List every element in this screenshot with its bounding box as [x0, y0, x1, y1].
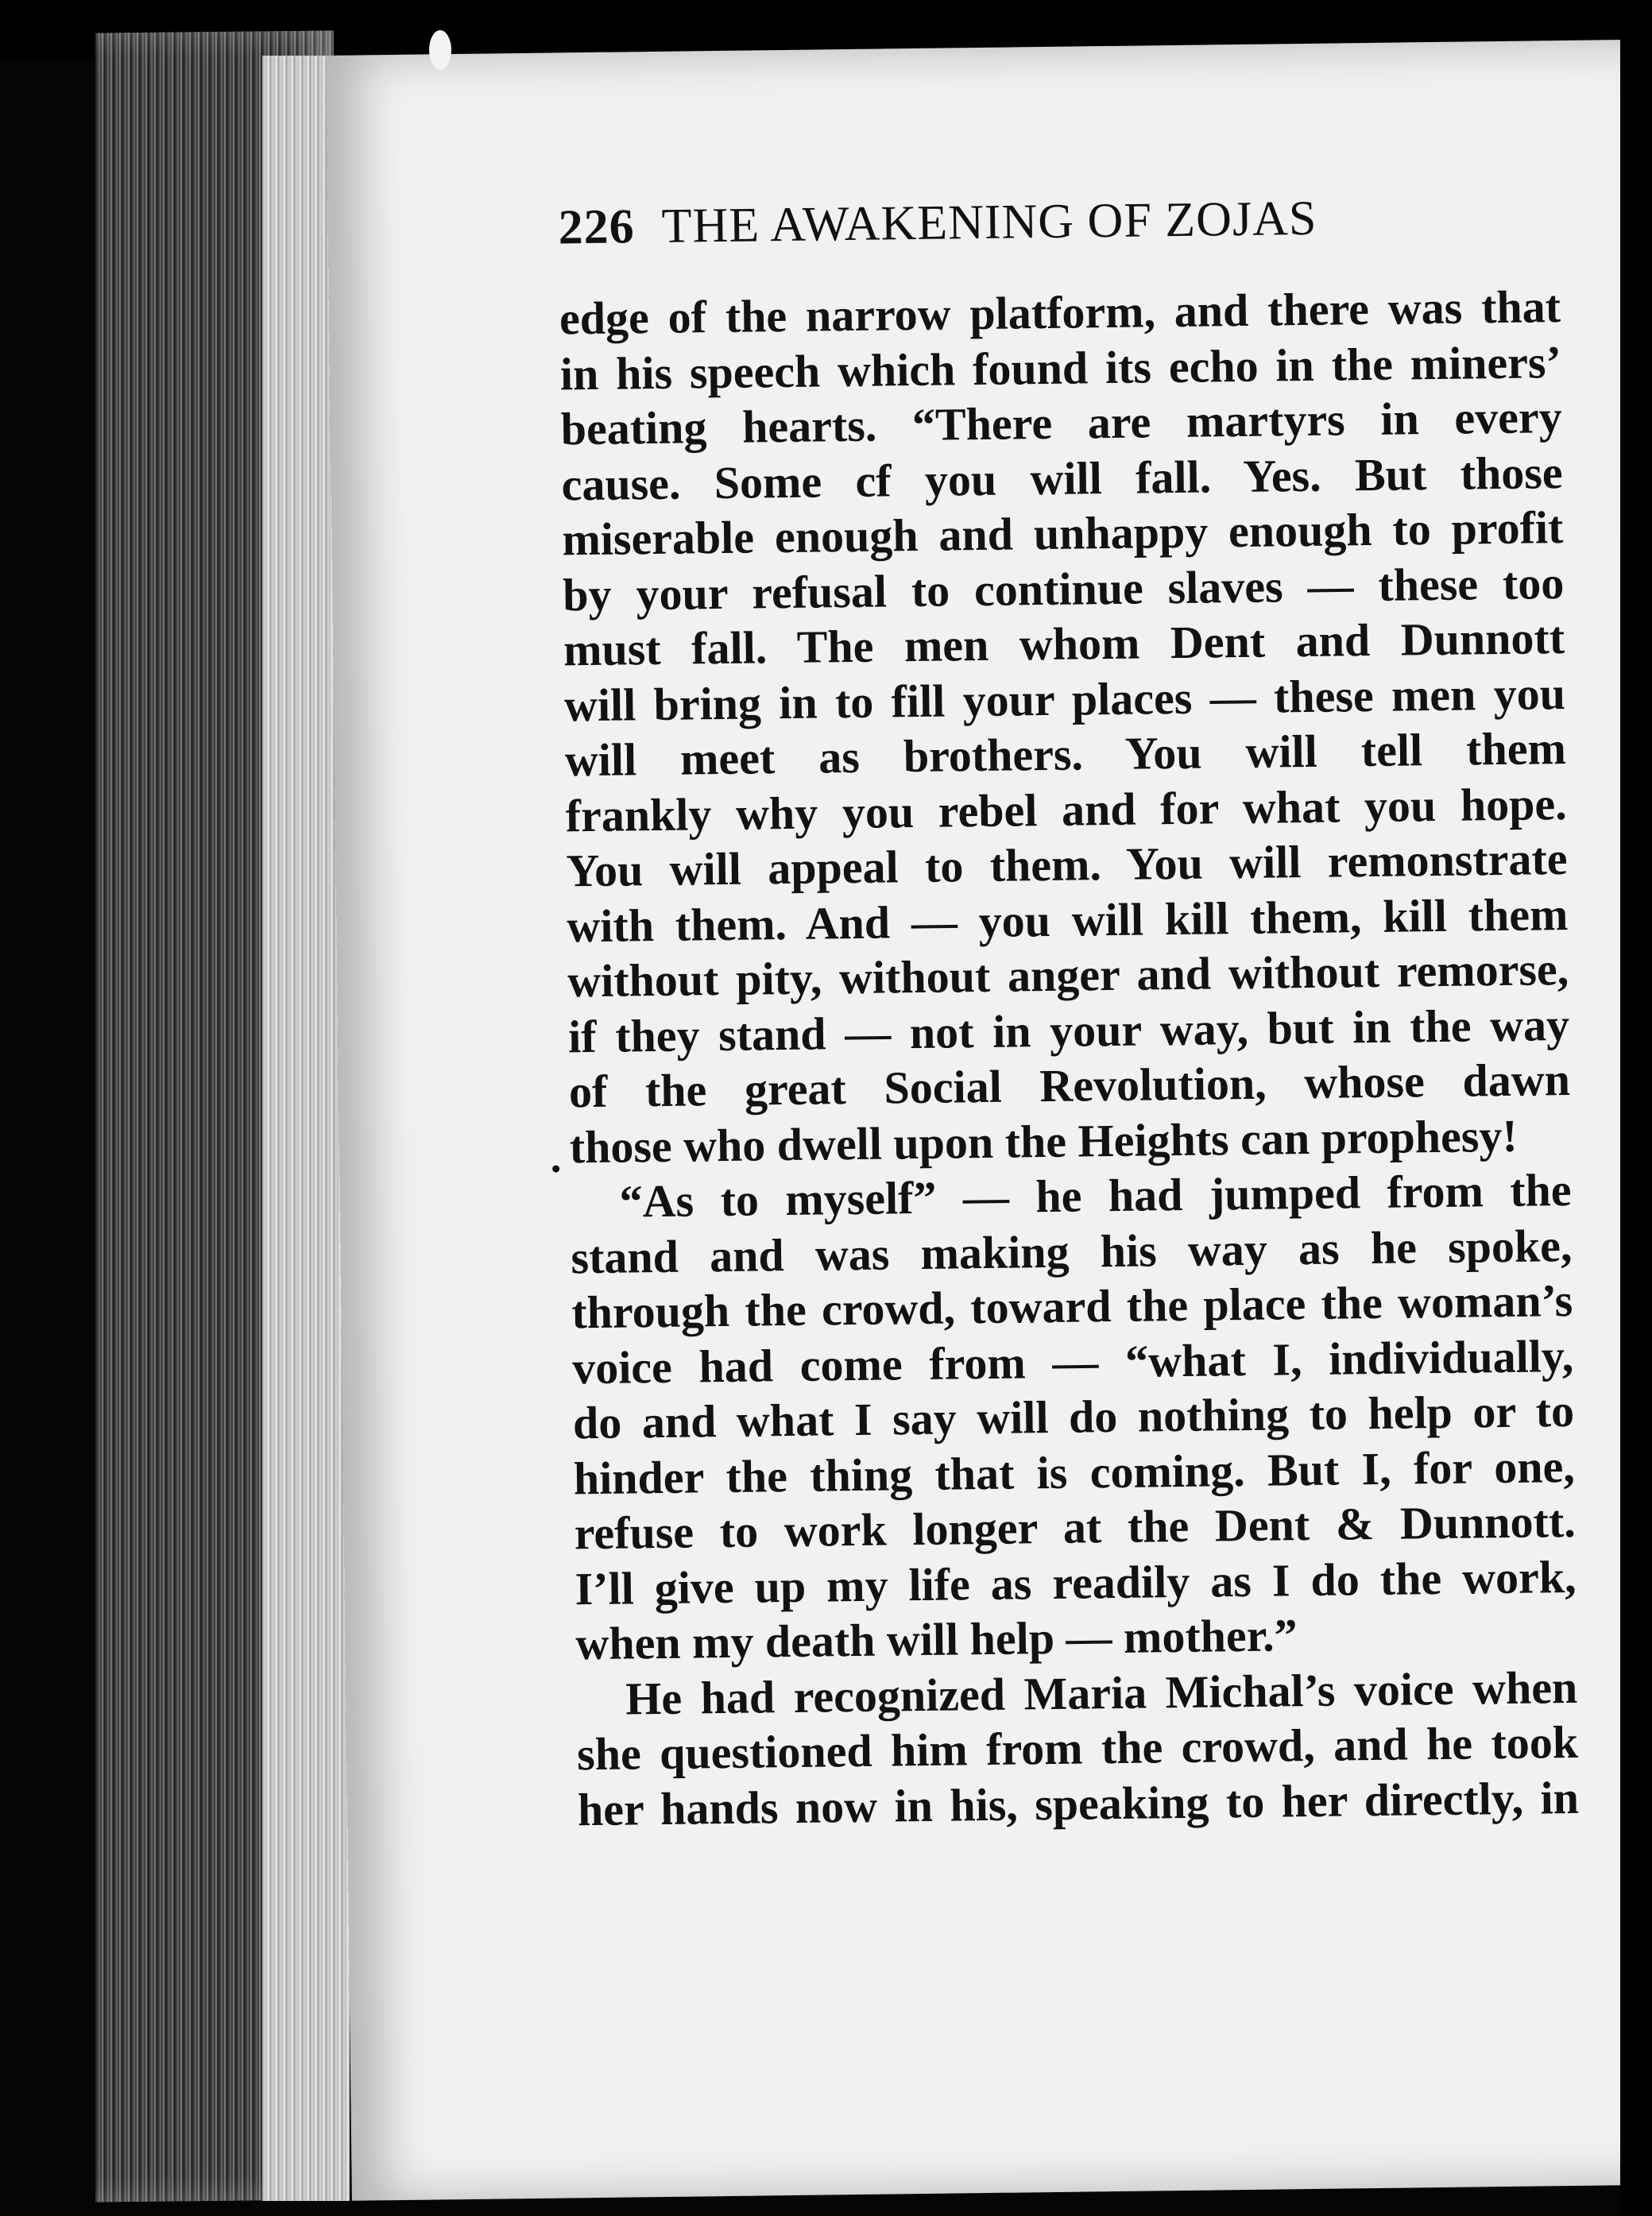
book-page [326, 40, 1652, 2201]
text-line: miserable enough and unhappy enough to profit [562, 501, 1564, 566]
scan-border-right [1620, 0, 1652, 2216]
text-line: “As to myself” — he had jumped from the [619, 1163, 1572, 1228]
text-line: must fall. The men whom Dent and Dunnott [563, 612, 1565, 676]
text-line: refuse to work longer at the Dent & Dunnott. [574, 1495, 1577, 1560]
scan-speck [429, 30, 451, 70]
text-line: You will appeal to them. You will remonstrate [566, 832, 1568, 897]
text-line: will meet as brothers. You will tell them [564, 721, 1567, 787]
text-line: will bring in to fill your places — these men you [563, 667, 1566, 731]
text-line: He had recognized Maria Michal’s voice when [625, 1661, 1578, 1725]
text-line: through the crowd, toward the place the woman’s [571, 1274, 1573, 1339]
text-line: do and what I say will do nothing to help or to [572, 1384, 1575, 1449]
text-line: hinder the thing that is coming. But I, for one, [573, 1440, 1576, 1504]
text-line: she questioned him from the crowd, and he took [576, 1715, 1579, 1781]
text-line: voice had come from — “what I, individually, [571, 1329, 1574, 1394]
body-text [559, 279, 1580, 1837]
text-line: by your refusal to continue slaves — these too [562, 556, 1565, 621]
text-line: when my death will help — mother.” [575, 1609, 1298, 1670]
text-line: of the great Social Revolution, whose dawn [568, 1053, 1571, 1118]
margin-mark [552, 1166, 559, 1173]
page-number: 226 [558, 199, 636, 255]
text-line: beating hearts. “There are martyrs in every [560, 391, 1563, 455]
text-line: I’ll give up my life as readily as I do the work, [575, 1550, 1577, 1615]
text-line: her hands now in his, speaking to her directly, in [577, 1771, 1580, 1835]
text-line: without pity, without anger and without remorse, [567, 942, 1569, 1007]
text-line: frankly why you rebel and for what you hope. [565, 777, 1568, 841]
text-line: those who dwell upon the Heights can prophesy! [569, 1109, 1519, 1173]
text-line: stand and was making his way as he spoke, [571, 1219, 1573, 1283]
running-title: THE AWAKENING OF ZOJAS [661, 191, 1317, 253]
running-head [558, 191, 1317, 257]
text-line: in his speech which found its echo in the miners’ [559, 335, 1562, 400]
text-line: edge of the narrow platform, and there was that [559, 280, 1561, 345]
text-line: if they stand — not in your way, but in the way [567, 998, 1570, 1062]
text-line: with them. And — you will kill them, kill them [567, 888, 1569, 952]
text-line: cause. Some cf you will fall. Yes. But those [561, 446, 1563, 510]
